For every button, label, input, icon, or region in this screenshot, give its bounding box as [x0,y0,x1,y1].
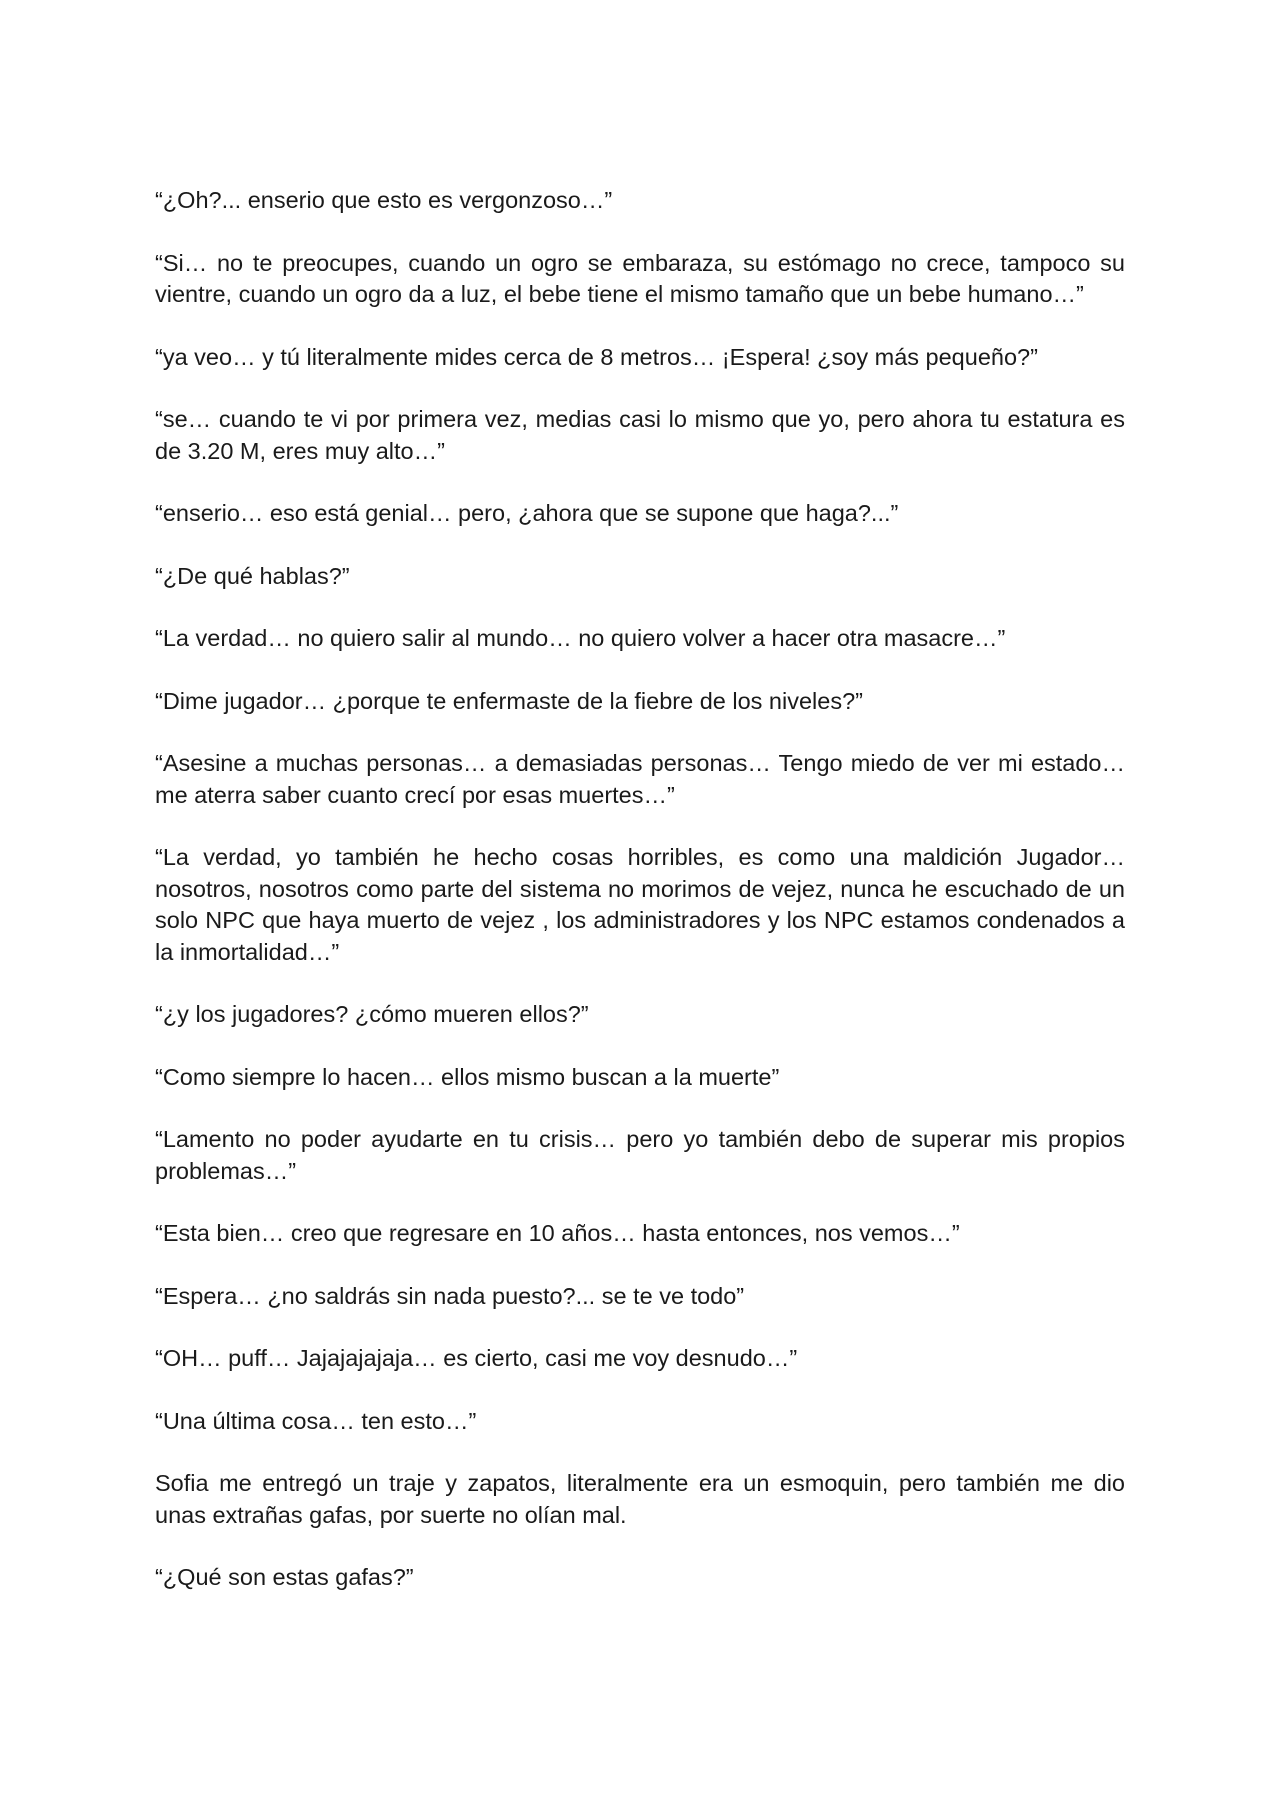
paragraph: “enserio… eso está genial… pero, ¿ahora que se supone que haga?...” [155,500,899,526]
paragraph: “Como siempre lo hacen… ellos mismo buscan a la muerte” [155,1063,780,1090]
paragraph: “Asesine a muchas personas… a demasiadas personas… Tengo miedo de ver mi estado… me aterra saber cuanto crecí por esas muertes…” [155,750,1125,808]
paragraph: “La verdad, yo también he hecho cosas horribles, es como una maldición Jugador… nosotros, nosotros como parte del sistema no morimos de vejez, nunca he escuchado de un solo NPC que haya muerto de vejez , los administradores y los NPC estamos condenados a la inmortalidad…” [155,844,1125,965]
paragraph: “Dime jugador… ¿porque te enfermaste de la fiebre de los niveles?” [155,687,863,714]
paragraph: “¿Qué son estas gafas?” [155,1564,414,1590]
paragraph: “¿De qué hablas?” [155,562,350,589]
paragraph: “¿Oh?... enserio que esto es vergonzoso…” [155,187,613,213]
paragraph: “La verdad… no quiero salir al mundo… no quiero volver a hacer otra masacre…” [155,625,1006,651]
document-body [155,185,1125,1625]
paragraph: “Lamento no poder ayudarte en tu crisis… pero yo también debo de superar mis propios problemas…” [155,1126,1125,1184]
paragraph: “Una última cosa… ten esto…” [155,1407,477,1434]
paragraph: “OH… puff… Jajajajajaja… es cierto, casi me voy desnudo…” [155,1345,798,1371]
paragraph: “Espera… ¿no saldrás sin nada puesto?... se te ve todo” [155,1282,745,1309]
paragraph: Sofia me entregó un traje y zapatos, literalmente era un esmoquin, pero también me dio unas extrañas gafas, por suerte no olían mal. [155,1470,1125,1528]
paragraph: “Si… no te preocupes, cuando un ogro se embaraza, su estómago no crece, tampoco su vientre, cuando un ogro da a luz, el bebe tiene el mismo tamaño que un bebe humano…” [155,249,1125,307]
paragraph: “ya veo… y tú literalmente mides cerca de 8 metros… ¡Espera! ¿soy más pequeño?” [155,343,1038,370]
paragraph: “Esta bien… creo que regresare en 10 años… hasta entonces, nos vemos…” [155,1220,960,1246]
paragraph: “se… cuando te vi por primera vez, medias casi lo mismo que yo, pero ahora tu estatura es de 3.20 M, eres muy alto…” [155,406,1125,464]
paragraph: “¿y los jugadores? ¿cómo mueren ellos?” [155,1001,589,1027]
